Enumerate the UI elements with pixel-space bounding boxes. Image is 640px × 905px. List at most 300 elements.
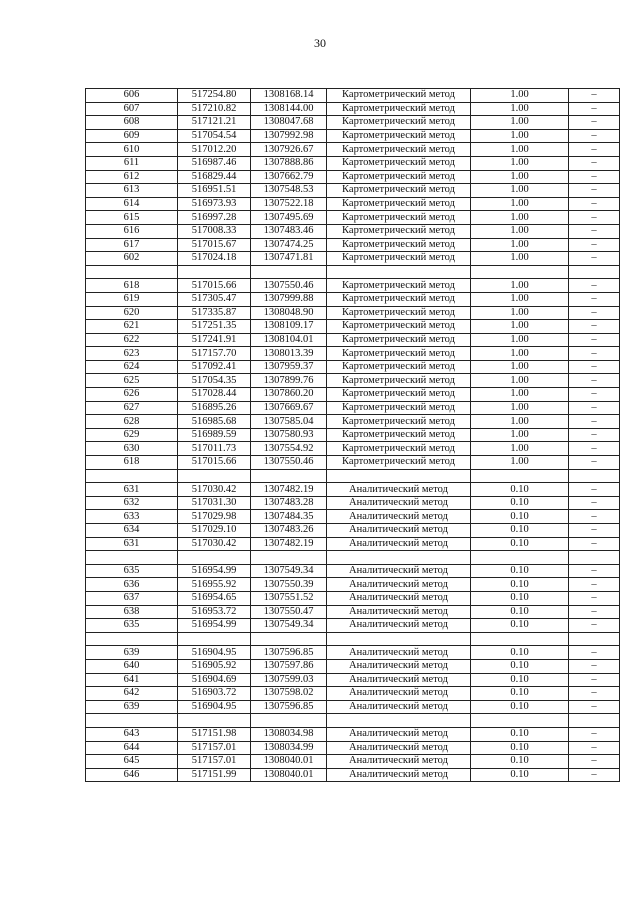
table-row (86, 184, 620, 198)
point-number-cell: 629 (86, 428, 178, 442)
coord-x-cell: 516973.93 (178, 197, 251, 211)
table-row (86, 673, 620, 687)
table-row (86, 320, 620, 334)
coord-y-cell: 1307585.04 (251, 415, 327, 429)
table-row (86, 252, 620, 266)
coord-x-cell: 516985.68 (178, 415, 251, 429)
empty-cell (569, 265, 620, 279)
coord-x-cell: 516904.95 (178, 700, 251, 714)
method-cell: Аналитический метод (327, 727, 471, 741)
coord-x-cell: 517028.44 (178, 388, 251, 402)
coord-x-cell: 516903.72 (178, 687, 251, 701)
table-row (86, 510, 620, 524)
coord-y-cell: 1308104.01 (251, 333, 327, 347)
coord-x-cell: 516905.92 (178, 659, 251, 673)
coord-x-cell: 517241.91 (178, 333, 251, 347)
note-cell: – (569, 333, 620, 347)
accuracy-cell: 0.10 (471, 524, 569, 538)
table-row (86, 401, 620, 415)
note-cell: – (569, 415, 620, 429)
coord-x-cell: 517030.42 (178, 483, 251, 497)
accuracy-cell: 1.00 (471, 143, 569, 157)
coord-y-cell: 1307474.25 (251, 238, 327, 252)
coord-y-cell: 1307550.46 (251, 456, 327, 470)
group-separator-row (86, 551, 620, 565)
method-cell: Картометрический метод (327, 306, 471, 320)
method-cell: Картометрический метод (327, 211, 471, 225)
table-row (86, 619, 620, 633)
method-cell: Аналитический метод (327, 591, 471, 605)
accuracy-cell: 1.00 (471, 156, 569, 170)
table-row (86, 564, 620, 578)
coord-x-cell: 516904.69 (178, 673, 251, 687)
empty-cell (569, 469, 620, 483)
coord-x-cell: 517157.70 (178, 347, 251, 361)
note-cell: – (569, 129, 620, 143)
note-cell: – (569, 197, 620, 211)
accuracy-cell: 1.00 (471, 116, 569, 130)
method-cell: Картометрический метод (327, 374, 471, 388)
coord-y-cell: 1307999.88 (251, 292, 327, 306)
coord-x-cell: 517254.80 (178, 89, 251, 103)
point-number-cell: 618 (86, 279, 178, 293)
coord-x-cell: 516951.51 (178, 184, 251, 198)
note-cell: – (569, 496, 620, 510)
method-cell: Аналитический метод (327, 741, 471, 755)
table-row (86, 741, 620, 755)
empty-cell (471, 469, 569, 483)
method-cell: Картометрический метод (327, 333, 471, 347)
empty-cell (251, 714, 327, 728)
table-row (86, 333, 620, 347)
accuracy-cell: 1.00 (471, 170, 569, 184)
coord-y-cell: 1307669.67 (251, 401, 327, 415)
accuracy-cell: 1.00 (471, 238, 569, 252)
table-row (86, 102, 620, 116)
coord-x-cell: 516997.28 (178, 211, 251, 225)
table-row (86, 727, 620, 741)
method-cell: Картометрический метод (327, 116, 471, 130)
accuracy-cell: 0.10 (471, 605, 569, 619)
coord-x-cell: 517015.67 (178, 238, 251, 252)
note-cell: – (569, 292, 620, 306)
accuracy-cell: 0.10 (471, 537, 569, 551)
coord-y-cell: 1307959.37 (251, 360, 327, 374)
table-row (86, 687, 620, 701)
point-number-cell: 623 (86, 347, 178, 361)
empty-cell (178, 551, 251, 565)
group-separator-row (86, 265, 620, 279)
empty-cell (178, 265, 251, 279)
note-cell: – (569, 659, 620, 673)
coord-x-cell: 516954.99 (178, 619, 251, 633)
empty-cell (471, 265, 569, 279)
coord-x-cell: 517151.98 (178, 727, 251, 741)
accuracy-cell: 1.00 (471, 224, 569, 238)
coord-x-cell: 517024.18 (178, 252, 251, 266)
table-row (86, 768, 620, 782)
method-cell: Картометрический метод (327, 415, 471, 429)
note-cell: – (569, 360, 620, 374)
coord-x-cell: 516955.92 (178, 578, 251, 592)
point-number-cell: 630 (86, 442, 178, 456)
accuracy-cell: 0.10 (471, 768, 569, 782)
accuracy-cell: 0.10 (471, 700, 569, 714)
accuracy-cell: 1.00 (471, 129, 569, 143)
empty-cell (327, 632, 471, 646)
note-cell: – (569, 700, 620, 714)
note-cell: – (569, 401, 620, 415)
note-cell: – (569, 483, 620, 497)
method-cell: Картометрический метод (327, 279, 471, 293)
coord-y-cell: 1307482.19 (251, 483, 327, 497)
accuracy-cell: 1.00 (471, 333, 569, 347)
empty-cell (251, 265, 327, 279)
coord-x-cell: 516989.59 (178, 428, 251, 442)
table-row (86, 755, 620, 769)
accuracy-cell: 0.10 (471, 659, 569, 673)
table-row (86, 211, 620, 225)
point-number-cell: 635 (86, 619, 178, 633)
method-cell: Картометрический метод (327, 197, 471, 211)
point-number-cell: 646 (86, 768, 178, 782)
accuracy-cell: 0.10 (471, 727, 569, 741)
accuracy-cell: 0.10 (471, 741, 569, 755)
note-cell: – (569, 456, 620, 470)
method-cell: Аналитический метод (327, 673, 471, 687)
point-number-cell: 634 (86, 524, 178, 538)
method-cell: Аналитический метод (327, 605, 471, 619)
method-cell: Картометрический метод (327, 170, 471, 184)
accuracy-cell: 1.00 (471, 102, 569, 116)
empty-cell (569, 551, 620, 565)
accuracy-cell: 1.00 (471, 428, 569, 442)
coord-x-cell: 517011.73 (178, 442, 251, 456)
coord-y-cell: 1307483.46 (251, 224, 327, 238)
accuracy-cell: 1.00 (471, 442, 569, 456)
coord-y-cell: 1307597.86 (251, 659, 327, 673)
coord-y-cell: 1307551.52 (251, 591, 327, 605)
coord-y-cell: 1307662.79 (251, 170, 327, 184)
note-cell: – (569, 673, 620, 687)
table-row (86, 156, 620, 170)
coord-x-cell: 517305.47 (178, 292, 251, 306)
table-row (86, 659, 620, 673)
point-number-cell: 606 (86, 89, 178, 103)
empty-cell (178, 632, 251, 646)
accuracy-cell: 1.00 (471, 292, 569, 306)
coord-x-cell: 517012.20 (178, 143, 251, 157)
accuracy-cell: 0.10 (471, 646, 569, 660)
accuracy-cell: 0.10 (471, 687, 569, 701)
note-cell: – (569, 510, 620, 524)
table-row (86, 388, 620, 402)
note-cell: – (569, 306, 620, 320)
table-row (86, 456, 620, 470)
coord-x-cell: 517029.10 (178, 524, 251, 538)
point-number-cell: 621 (86, 320, 178, 334)
note-cell: – (569, 727, 620, 741)
empty-cell (86, 469, 178, 483)
group-separator-row (86, 469, 620, 483)
coord-y-cell: 1308040.01 (251, 755, 327, 769)
method-cell: Аналитический метод (327, 768, 471, 782)
accuracy-cell: 1.00 (471, 320, 569, 334)
table-row (86, 524, 620, 538)
table-row (86, 116, 620, 130)
point-number-cell: 617 (86, 238, 178, 252)
table-row (86, 428, 620, 442)
coord-y-cell: 1307522.18 (251, 197, 327, 211)
accuracy-cell: 1.00 (471, 374, 569, 388)
coord-y-cell: 1307888.86 (251, 156, 327, 170)
coord-y-cell: 1307550.47 (251, 605, 327, 619)
table-row (86, 143, 620, 157)
point-number-cell: 641 (86, 673, 178, 687)
note-cell: – (569, 116, 620, 130)
coord-y-cell: 1307549.34 (251, 564, 327, 578)
table-row (86, 605, 620, 619)
table-row (86, 238, 620, 252)
accuracy-cell: 1.00 (471, 388, 569, 402)
coord-y-cell: 1307580.93 (251, 428, 327, 442)
point-number-cell: 612 (86, 170, 178, 184)
method-cell: Аналитический метод (327, 687, 471, 701)
accuracy-cell: 0.10 (471, 483, 569, 497)
coord-x-cell: 516904.95 (178, 646, 251, 660)
method-cell: Картометрический метод (327, 292, 471, 306)
empty-cell (327, 714, 471, 728)
note-cell: – (569, 524, 620, 538)
empty-cell (327, 551, 471, 565)
note-cell: – (569, 224, 620, 238)
note-cell: – (569, 252, 620, 266)
accuracy-cell: 0.10 (471, 619, 569, 633)
coord-y-cell: 1307599.03 (251, 673, 327, 687)
note-cell: – (569, 564, 620, 578)
table-row (86, 646, 620, 660)
method-cell: Аналитический метод (327, 646, 471, 660)
note-cell: – (569, 619, 620, 633)
coord-y-cell: 1307598.02 (251, 687, 327, 701)
method-cell: Картометрический метод (327, 238, 471, 252)
coord-x-cell: 517015.66 (178, 279, 251, 293)
coord-y-cell: 1308144.00 (251, 102, 327, 116)
point-number-cell: 631 (86, 537, 178, 551)
method-cell: Аналитический метод (327, 659, 471, 673)
coord-y-cell: 1307484.35 (251, 510, 327, 524)
note-cell: – (569, 156, 620, 170)
coord-y-cell: 1307926.67 (251, 143, 327, 157)
point-number-cell: 631 (86, 483, 178, 497)
empty-cell (86, 714, 178, 728)
coord-x-cell: 517151.99 (178, 768, 251, 782)
table-row (86, 374, 620, 388)
table-row (86, 537, 620, 551)
method-cell: Аналитический метод (327, 524, 471, 538)
table-row (86, 360, 620, 374)
table-row (86, 483, 620, 497)
point-number-cell: 643 (86, 727, 178, 741)
coord-y-cell: 1307992.98 (251, 129, 327, 143)
empty-cell (327, 265, 471, 279)
accuracy-cell: 1.00 (471, 456, 569, 470)
point-number-cell: 609 (86, 129, 178, 143)
empty-cell (251, 551, 327, 565)
note-cell: – (569, 347, 620, 361)
method-cell: Картометрический метод (327, 102, 471, 116)
point-number-cell: 642 (86, 687, 178, 701)
method-cell: Аналитический метод (327, 755, 471, 769)
table-row (86, 292, 620, 306)
coord-x-cell: 517092.41 (178, 360, 251, 374)
point-number-cell: 633 (86, 510, 178, 524)
note-cell: – (569, 102, 620, 116)
note-cell: – (569, 755, 620, 769)
point-number-cell: 624 (86, 360, 178, 374)
method-cell: Картометрический метод (327, 252, 471, 266)
empty-cell (251, 469, 327, 483)
accuracy-cell: 0.10 (471, 591, 569, 605)
point-number-cell: 638 (86, 605, 178, 619)
coord-y-cell: 1307495.69 (251, 211, 327, 225)
point-number-cell: 632 (86, 496, 178, 510)
note-cell: – (569, 279, 620, 293)
table-row (86, 89, 620, 103)
note-cell: – (569, 320, 620, 334)
page-number: 30 (314, 36, 326, 50)
empty-cell (86, 551, 178, 565)
empty-cell (569, 632, 620, 646)
table-row (86, 197, 620, 211)
note-cell: – (569, 170, 620, 184)
empty-cell (178, 469, 251, 483)
accuracy-cell: 1.00 (471, 306, 569, 320)
coord-x-cell: 516895.26 (178, 401, 251, 415)
coord-x-cell: 517251.35 (178, 320, 251, 334)
point-number-cell: 615 (86, 211, 178, 225)
accuracy-cell: 1.00 (471, 415, 569, 429)
empty-cell (251, 632, 327, 646)
coord-y-cell: 1307483.28 (251, 496, 327, 510)
coord-y-cell: 1308013.39 (251, 347, 327, 361)
empty-cell (569, 714, 620, 728)
table-row (86, 442, 620, 456)
point-number-cell: 645 (86, 755, 178, 769)
coord-y-cell: 1308034.98 (251, 727, 327, 741)
note-cell: – (569, 89, 620, 103)
accuracy-cell: 1.00 (471, 347, 569, 361)
point-number-cell: 608 (86, 116, 178, 130)
point-number-cell: 610 (86, 143, 178, 157)
accuracy-cell: 1.00 (471, 401, 569, 415)
point-number-cell: 611 (86, 156, 178, 170)
point-number-cell: 620 (86, 306, 178, 320)
coord-y-cell: 1307596.85 (251, 700, 327, 714)
coord-y-cell: 1307596.85 (251, 646, 327, 660)
coord-y-cell: 1307860.20 (251, 388, 327, 402)
coord-x-cell: 517015.66 (178, 456, 251, 470)
empty-cell (471, 551, 569, 565)
method-cell: Картометрический метод (327, 224, 471, 238)
note-cell: – (569, 238, 620, 252)
method-cell: Аналитический метод (327, 564, 471, 578)
accuracy-cell: 1.00 (471, 279, 569, 293)
method-cell: Картометрический метод (327, 347, 471, 361)
method-cell: Картометрический метод (327, 360, 471, 374)
coord-y-cell: 1308109.17 (251, 320, 327, 334)
coord-x-cell: 517054.35 (178, 374, 251, 388)
method-cell: Картометрический метод (327, 156, 471, 170)
coord-x-cell: 517031.30 (178, 496, 251, 510)
coord-x-cell: 517157.01 (178, 755, 251, 769)
note-cell: – (569, 591, 620, 605)
coord-y-cell: 1307471.81 (251, 252, 327, 266)
method-cell: Картометрический метод (327, 184, 471, 198)
point-number-cell: 627 (86, 401, 178, 415)
accuracy-cell: 1.00 (471, 89, 569, 103)
method-cell: Картометрический метод (327, 456, 471, 470)
method-cell: Картометрический метод (327, 388, 471, 402)
point-number-cell: 640 (86, 659, 178, 673)
note-cell: – (569, 578, 620, 592)
coord-x-cell: 517029.98 (178, 510, 251, 524)
accuracy-cell: 0.10 (471, 496, 569, 510)
coord-x-cell: 516829.44 (178, 170, 251, 184)
table-row (86, 224, 620, 238)
coord-y-cell: 1308168.14 (251, 89, 327, 103)
method-cell: Картометрический метод (327, 129, 471, 143)
accuracy-cell: 0.10 (471, 755, 569, 769)
note-cell: – (569, 646, 620, 660)
method-cell: Картометрический метод (327, 320, 471, 334)
note-cell: – (569, 388, 620, 402)
coord-y-cell: 1308034.99 (251, 741, 327, 755)
coord-x-cell: 517008.33 (178, 224, 251, 238)
note-cell: – (569, 428, 620, 442)
table-row (86, 700, 620, 714)
coord-x-cell: 516953.72 (178, 605, 251, 619)
empty-cell (327, 469, 471, 483)
method-cell: Картометрический метод (327, 442, 471, 456)
table-row (86, 170, 620, 184)
accuracy-cell: 0.10 (471, 564, 569, 578)
coord-x-cell: 517121.21 (178, 116, 251, 130)
coord-y-cell: 1308040.01 (251, 768, 327, 782)
point-number-cell: 639 (86, 700, 178, 714)
point-number-cell: 613 (86, 184, 178, 198)
coordinates-table-body (86, 89, 620, 782)
note-cell: – (569, 537, 620, 551)
table-row (86, 129, 620, 143)
method-cell: Картометрический метод (327, 401, 471, 415)
table-row (86, 306, 620, 320)
point-number-cell: 635 (86, 564, 178, 578)
coord-x-cell: 517210.82 (178, 102, 251, 116)
table-row (86, 347, 620, 361)
coord-y-cell: 1307482.19 (251, 537, 327, 551)
coord-y-cell: 1307550.46 (251, 279, 327, 293)
note-cell: – (569, 442, 620, 456)
point-number-cell: 628 (86, 415, 178, 429)
coord-y-cell: 1308047.68 (251, 116, 327, 130)
point-number-cell: 607 (86, 102, 178, 116)
coord-x-cell: 517335.87 (178, 306, 251, 320)
coord-x-cell: 516954.99 (178, 564, 251, 578)
coord-y-cell: 1308048.90 (251, 306, 327, 320)
note-cell: – (569, 687, 620, 701)
coord-x-cell: 517157.01 (178, 741, 251, 755)
